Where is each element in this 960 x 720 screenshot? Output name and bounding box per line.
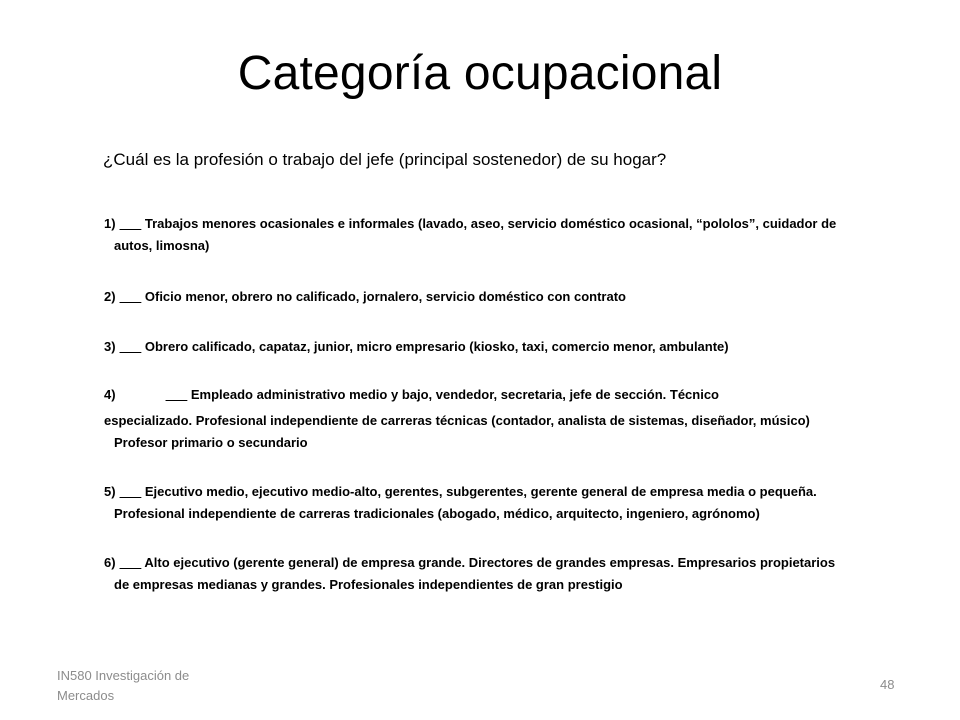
answer-option-5 [104,481,817,525]
option-2-line-1 [104,286,626,308]
option-5-line-1 [104,481,817,503]
option-2-text: Oficio menor, obrero no calificado, jornalero, servicio doméstico con contrato [141,289,626,304]
option-6-number: 6) [104,555,116,570]
option-1-line-1 [104,213,836,235]
answer-option-4 [104,384,810,454]
option-5-number: 5) [104,484,116,499]
option-2-number: 2) [104,289,116,304]
footer-course-name: IN580 Investigación de Mercados [57,668,190,703]
option-4-number: 4) [104,387,116,402]
option-3-blank: ___ [119,339,142,354]
answer-option-3 [104,336,729,358]
option-4-line-1 [104,384,810,406]
survey-question: ¿Cuál es la profesión o trabajo del jefe (principal sostenedor) de su hogar? [103,150,667,169]
option-2-blank: ___ [119,289,142,304]
option-1-text: Trabajos menores ocasionales e informales (lavado, aseo, servicio doméstico ocasional, “pololos”, cuidador de [141,216,837,231]
option-3-number: 3) [104,339,116,354]
option-5-continuation: Profesional independiente de carreras tradicionales (abogado, médico, arquitecto, ingeniero, agrónomo) [114,506,760,521]
option-6-blank: ___ [119,555,142,570]
answer-option-2 [104,286,626,308]
option-5-blank: ___ [119,484,142,499]
option-5-text: Ejecutivo medio, ejecutivo medio-alto, gerentes, subgerentes, gerente general de empresa media o pequeña. [141,484,817,499]
answer-option-1 [104,213,836,257]
option-1-blank: ___ [119,216,142,231]
option-6-continuation: de empresas medianas y grandes. Profesionales independientes de gran prestigio [114,577,623,592]
option-4-continuation-2: Profesor primario o secundario [114,435,308,450]
answer-option-6 [104,552,835,596]
option-4-text: Empleado administrativo medio y bajo, vendedor, secretaria, jefe de sección. Técnico [187,387,720,402]
option-1-number: 1) [104,216,116,231]
option-6-text: Alto ejecutivo (gerente general) de empresa grande. Directores de grandes empresas. Empresarios propietarios [141,555,836,570]
slide-title: Categoría ocupacional [237,47,723,100]
option-3-text: Obrero calificado, capataz, junior, micro empresario (kiosko, taxi, comercio menor, ambulante) [141,339,729,354]
option-4-continuation-1: especializado. Profesional independiente de carreras técnicas (contador, analista de sistemas, diseñador, músico) [104,413,810,428]
option-1-continuation: autos, limosna) [114,238,210,253]
option-3-line-1 [104,336,729,358]
option-4-blank: ___ [165,387,188,402]
option-6-line-1 [104,552,835,574]
slide-number: 48 [880,677,895,692]
